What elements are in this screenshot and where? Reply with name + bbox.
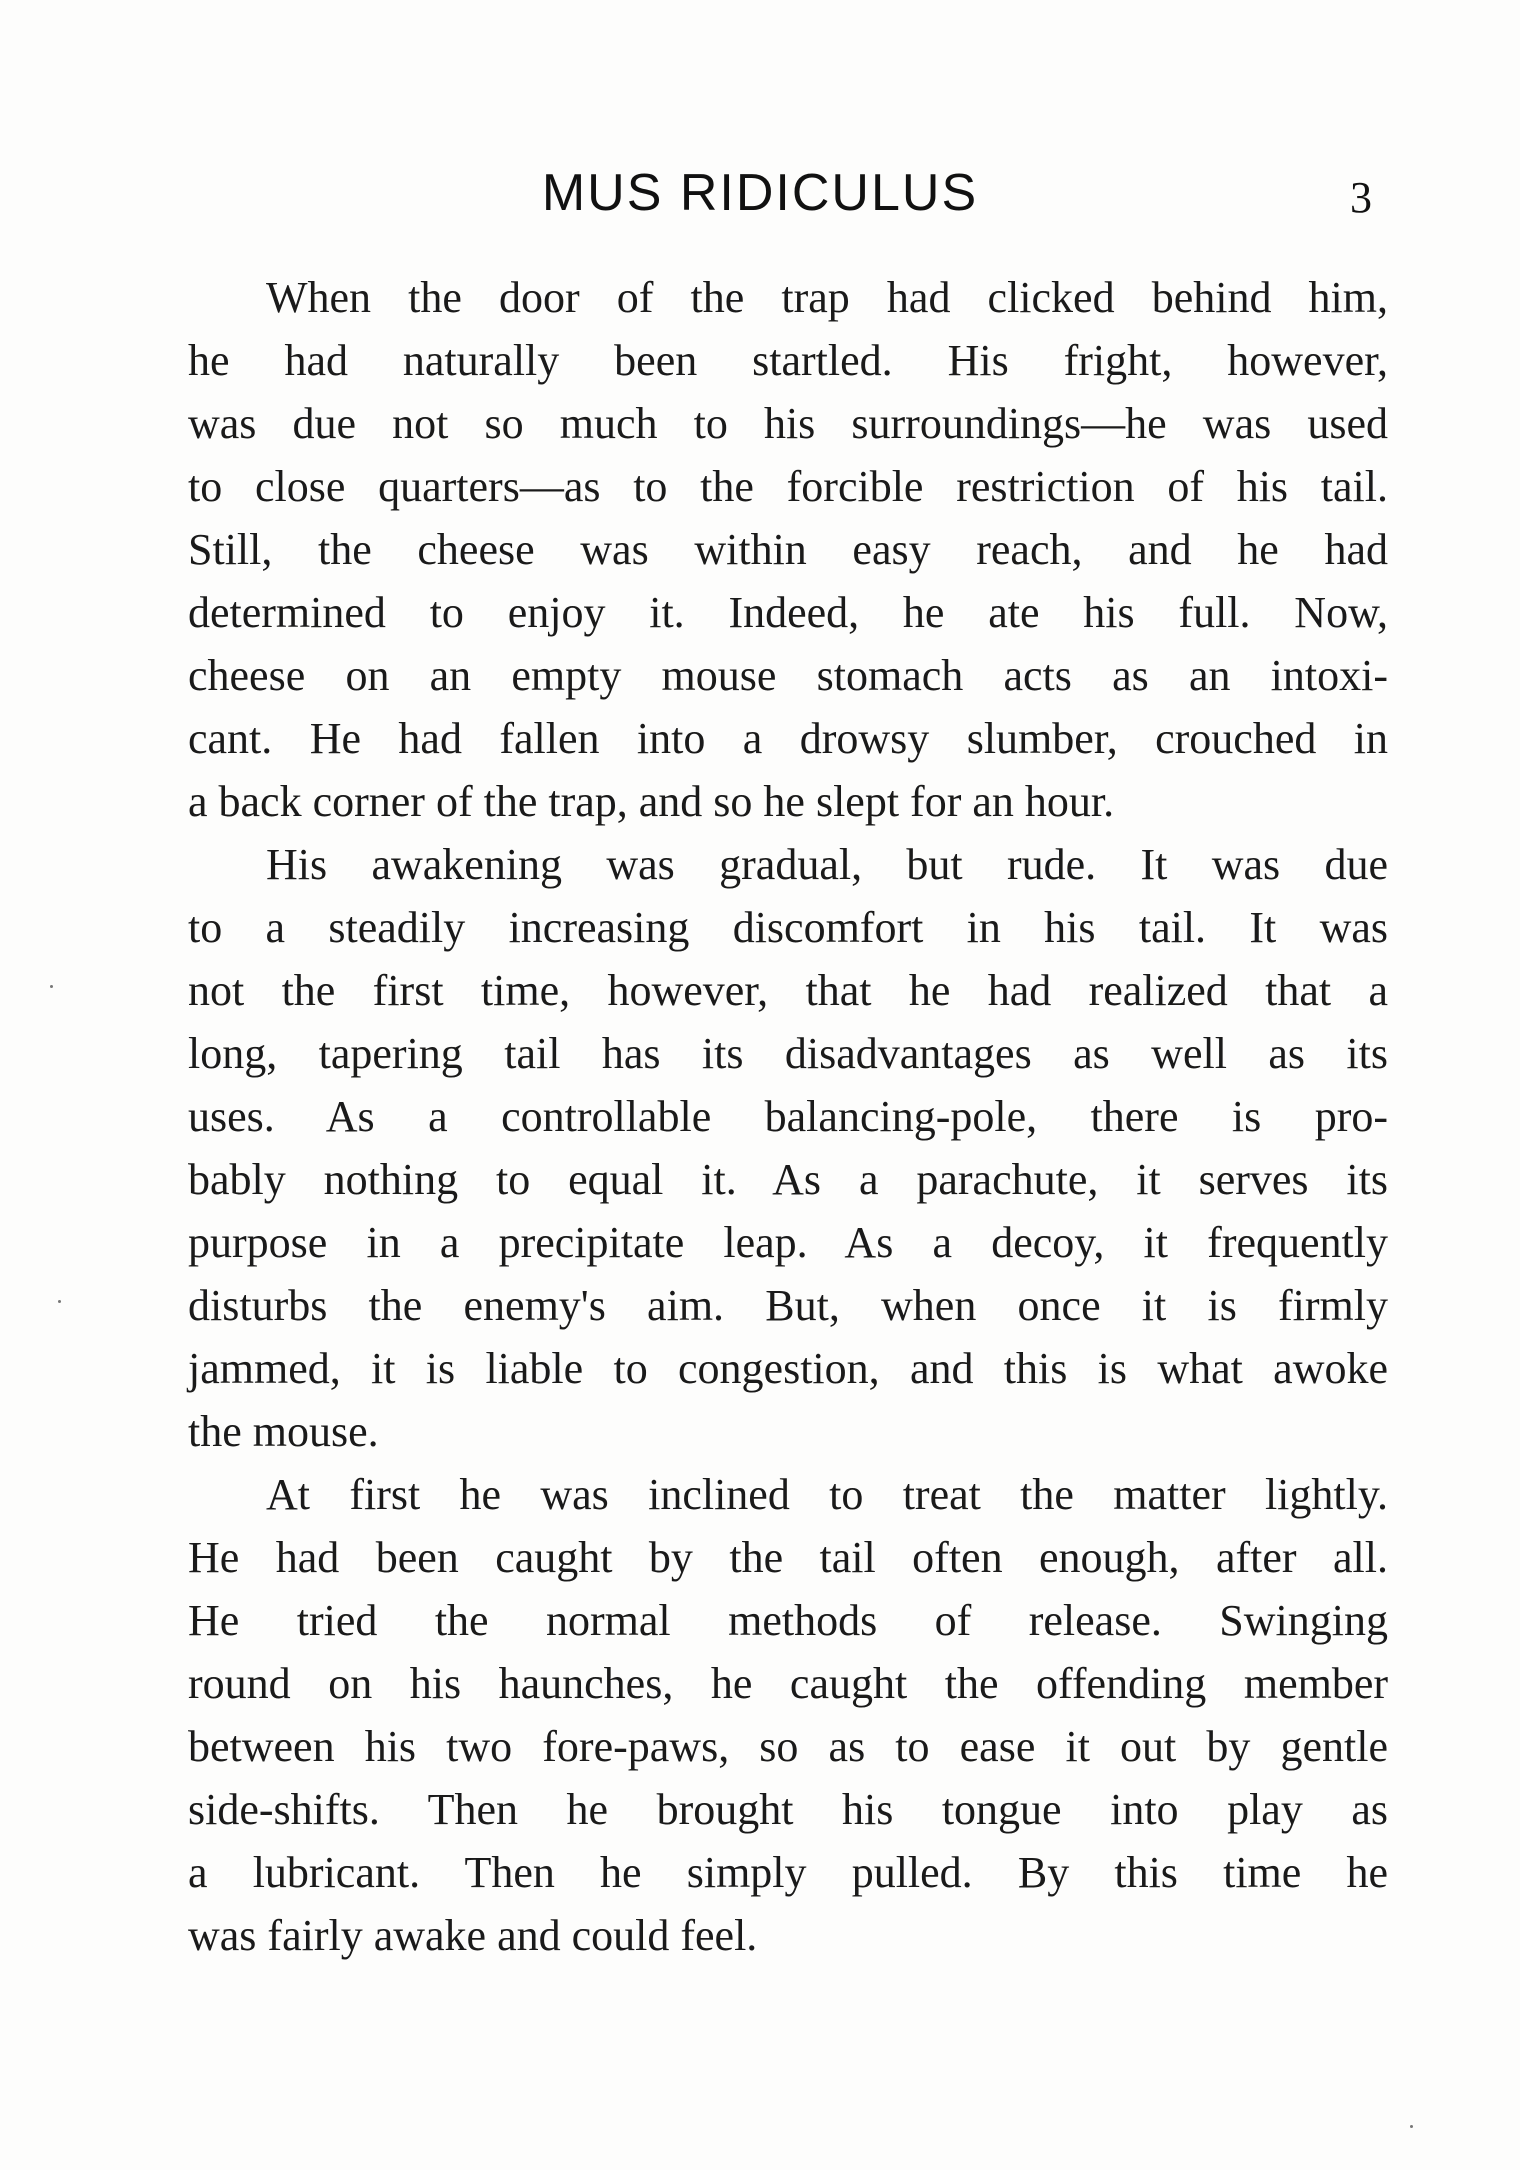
running-head xyxy=(0,158,1520,228)
paragraph-2-line-4: long, tapering tail has its disadvantages as well as its xyxy=(188,1029,1388,1078)
page-number: 3 xyxy=(1350,173,1372,222)
paragraph-2-line-6: bably nothing to equal it. As a parachute, it serves its xyxy=(188,1155,1388,1204)
paragraph-3-line-7: a lubricant. Then he simply pulled. By this time he xyxy=(188,1848,1388,1897)
paragraph-3-line-4: round on his haunches, he caught the offending member xyxy=(188,1659,1388,1708)
paragraph-3-line-2: He had been caught by the tail often enough, after all. xyxy=(188,1533,1388,1582)
paragraph-1-line-2: he had naturally been startled. His fright, however, xyxy=(188,336,1388,385)
paragraph-2-line-2: to a steadily increasing discomfort in his tail. It was xyxy=(188,903,1388,952)
paragraph-3-line-1: At first he was inclined to treat the matter lightly. xyxy=(266,1470,1388,1519)
paragraph-1-line-6: determined to enjoy it. Indeed, he ate his full. Now, xyxy=(188,588,1388,637)
paragraph-1-line-9: a back corner of the trap, and so he slept for an hour. xyxy=(188,777,1115,826)
paragraph-1-line-4: to close quarters—as to the forcible restriction of his tail. xyxy=(188,462,1388,511)
paragraph-1-line-1: When the door of the trap had clicked behind him, xyxy=(266,273,1388,322)
paragraph-2-line-1: His awakening was gradual, but rude. It was due xyxy=(266,840,1388,889)
paragraph-2-line-9: jammed, it is liable to congestion, and this is what awoke xyxy=(188,1344,1388,1393)
paragraph-3-line-8: was fairly awake and could feel. xyxy=(188,1911,758,1960)
paragraph-2-line-5: uses. As a controllable balancing-pole, there is pro- xyxy=(188,1092,1388,1141)
paragraph-2-line-3: not the first time, however, that he had realized that a xyxy=(188,966,1388,1015)
paper-speck xyxy=(58,1300,61,1303)
body-text xyxy=(188,266,1388,1967)
paragraph-2-line-8: disturbs the enemy's aim. But, when once it is firmly xyxy=(188,1281,1388,1330)
paper-speck xyxy=(50,985,53,988)
paragraph-3-line-5: between his two fore-paws, so as to ease it out by gentle xyxy=(188,1722,1388,1771)
paragraph-3-line-6: side-shifts. Then he brought his tongue into play as xyxy=(188,1785,1388,1834)
paper-speck xyxy=(1410,2125,1413,2128)
paragraph-1-line-5: Still, the cheese was within easy reach, and he had xyxy=(188,525,1388,574)
paragraph-1-line-7: cheese on an empty mouse stomach acts as an intoxi- xyxy=(188,651,1388,700)
paragraph-3-line-3: He tried the normal methods of release. Swinging xyxy=(188,1596,1388,1645)
paragraph-1-line-3: was due not so much to his surroundings—he was used xyxy=(188,399,1388,448)
running-title: MUS RIDICULUS xyxy=(541,164,979,222)
paragraph-2-line-7: purpose in a precipitate leap. As a decoy, it frequently xyxy=(188,1218,1388,1267)
paragraph-2-line-10: the mouse. xyxy=(188,1407,379,1456)
paragraph-1-line-8: cant. He had fallen into a drowsy slumber, crouched in xyxy=(188,714,1388,763)
